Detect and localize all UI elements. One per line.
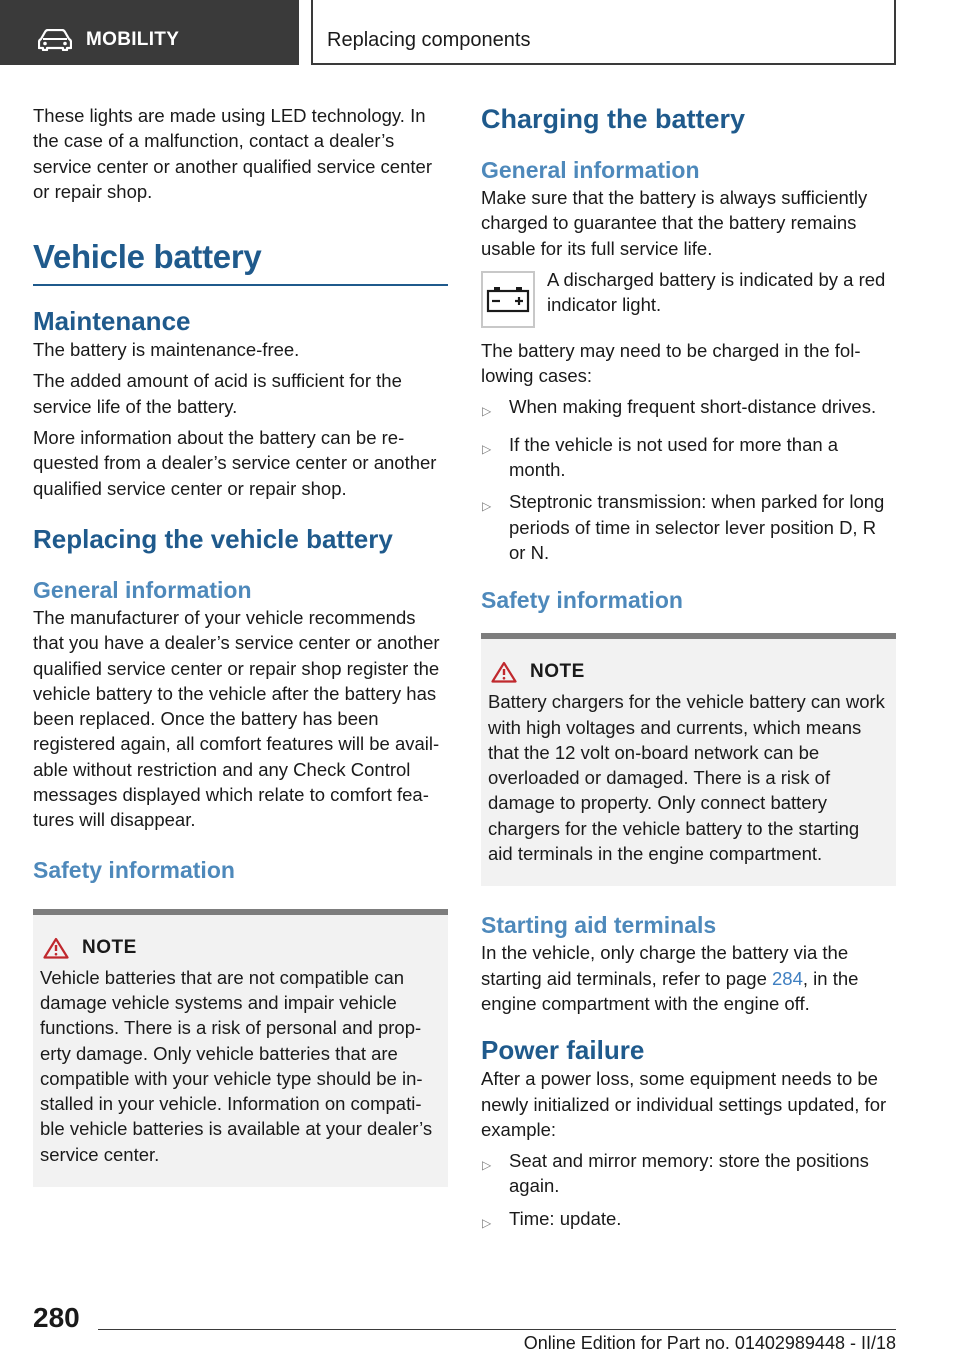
list-item: ▷ Time: update. [481, 1206, 896, 1236]
header-section-tab [0, 0, 299, 65]
note-box-left [33, 909, 448, 1187]
starting-aid-paragraph: In the vehicle, only charge the battery via the starting aid terminals, refer to page 284, in the engine compartment with the engine off. [481, 942, 859, 1014]
heading-charging-battery: Charging the battery [481, 104, 746, 134]
note-label: NOTE [530, 661, 585, 683]
page-title: Replacing components [327, 29, 531, 51]
list-item: ▷ Seat and mirror memory: store the positions again. [481, 1148, 896, 1199]
note-label: NOTE [82, 936, 137, 958]
note-box-right [481, 633, 896, 886]
heading-power-failure: Power failure [481, 1035, 645, 1066]
heading-general-information-right: General information [481, 157, 700, 183]
maintenance-paragraph-3: More information about the battery can be re-quested from a dealer’s service center or another qualified service center or repair shop. [33, 427, 437, 499]
battery-warning-icon [486, 285, 530, 313]
cases-intro: The battery may need to be charged in the fol-lowing cases: [481, 339, 861, 387]
intro-paragraph: These lights are made using LED technology. In the case of a malfunction, contact a dealer’s service center or another qualified service center or repair shop. [33, 105, 432, 202]
heading-starting-aid-terminals: Starting aid terminals [481, 912, 717, 939]
warning-triangle-icon [491, 661, 517, 683]
bullet-triangle-icon: ▷ [482, 499, 492, 514]
list-item: ▷ Steptronic transmission: when parked for long periods of time in selector lever position D, R or N. [481, 489, 896, 565]
indicator-paragraph: A discharged battery is indicated by a red indicator light. [547, 268, 886, 316]
heading-replacing-battery: Replacing the vehicle battery [33, 523, 393, 554]
heading-maintenance: Maintenance [33, 306, 191, 337]
heading-vehicle-battery: Vehicle battery [33, 238, 448, 286]
left-column [33, 103, 448, 1187]
power-failure-paragraph: After a power loss, some equipment needs to be newly initialized or individual settings updated, for example: [481, 1068, 887, 1140]
battery-icon-frame [481, 271, 535, 328]
list-item: ▷ When making frequent short-distance drives. [481, 394, 896, 424]
battery-indicator-row [481, 268, 896, 328]
header-title-box [311, 0, 896, 65]
maintenance-paragraph-1: The battery is maintenance-free. [33, 339, 300, 361]
note-header [488, 661, 889, 683]
bullet-triangle-icon: ▷ [482, 1215, 492, 1230]
page-reference-link[interactable]: 284 [772, 967, 803, 989]
page-number: 280 [33, 1302, 80, 1333]
heading-safety-information-right: Safety information [481, 587, 683, 614]
general-paragraph: Make sure that the battery is always sufficiently charged to guarantee that the battery remains usable for its full service life. [481, 187, 868, 259]
note-text: Battery chargers for the vehicle battery can work with high voltages and currents, which means that the 12 volt on-board network can be overloaded or damaged. There is a risk of damage to property. Only connect battery chargers for the vehicle battery to the starting aid terminals in the engine compartment. [488, 691, 885, 865]
heading-general-information-left: General information [33, 576, 252, 603]
maintenance-paragraph-2: The added amount of acid is sufficient for the service life of the battery. [33, 370, 402, 417]
note-header [40, 937, 441, 959]
footer-divider [98, 1329, 896, 1330]
footer-edition: Online Edition for Part no. 01402989448 - II/18 [523, 1333, 896, 1353]
list-item: ▷ If the vehicle is not used for more than a month. [481, 432, 896, 483]
heading-safety-information-left: Safety information [33, 856, 235, 883]
car-icon [38, 29, 72, 51]
bullet-triangle-icon: ▷ [482, 1158, 492, 1173]
note-text: Vehicle batteries that are not compatible can damage vehicle systems and impair vehicle functions. There is a risk of personal and prop-erty damage. Only vehicle batteries that are compatible with your vehicle type should be in-stalled in your vehicle. Information on compati-ble vehicle batteries is available at your dealer’s service center. [40, 966, 433, 1165]
right-column [481, 103, 896, 1243]
bullet-triangle-icon: ▷ [482, 441, 492, 456]
bullet-triangle-icon: ▷ [482, 404, 492, 419]
warning-triangle-icon [43, 937, 69, 959]
header-section-label: MOBILITY [86, 29, 180, 50]
replacing-paragraph: The manufacturer of your vehicle recommends that you have a dealer’s service center or another qualified service center or repair shop register the vehicle battery to the vehicle after the battery has been replaced. Once the battery has been registered again, all comfort features will be avail-able without restriction and any Check Control messages displayed which relate to comfort fea-tures will disappear. [33, 606, 440, 831]
